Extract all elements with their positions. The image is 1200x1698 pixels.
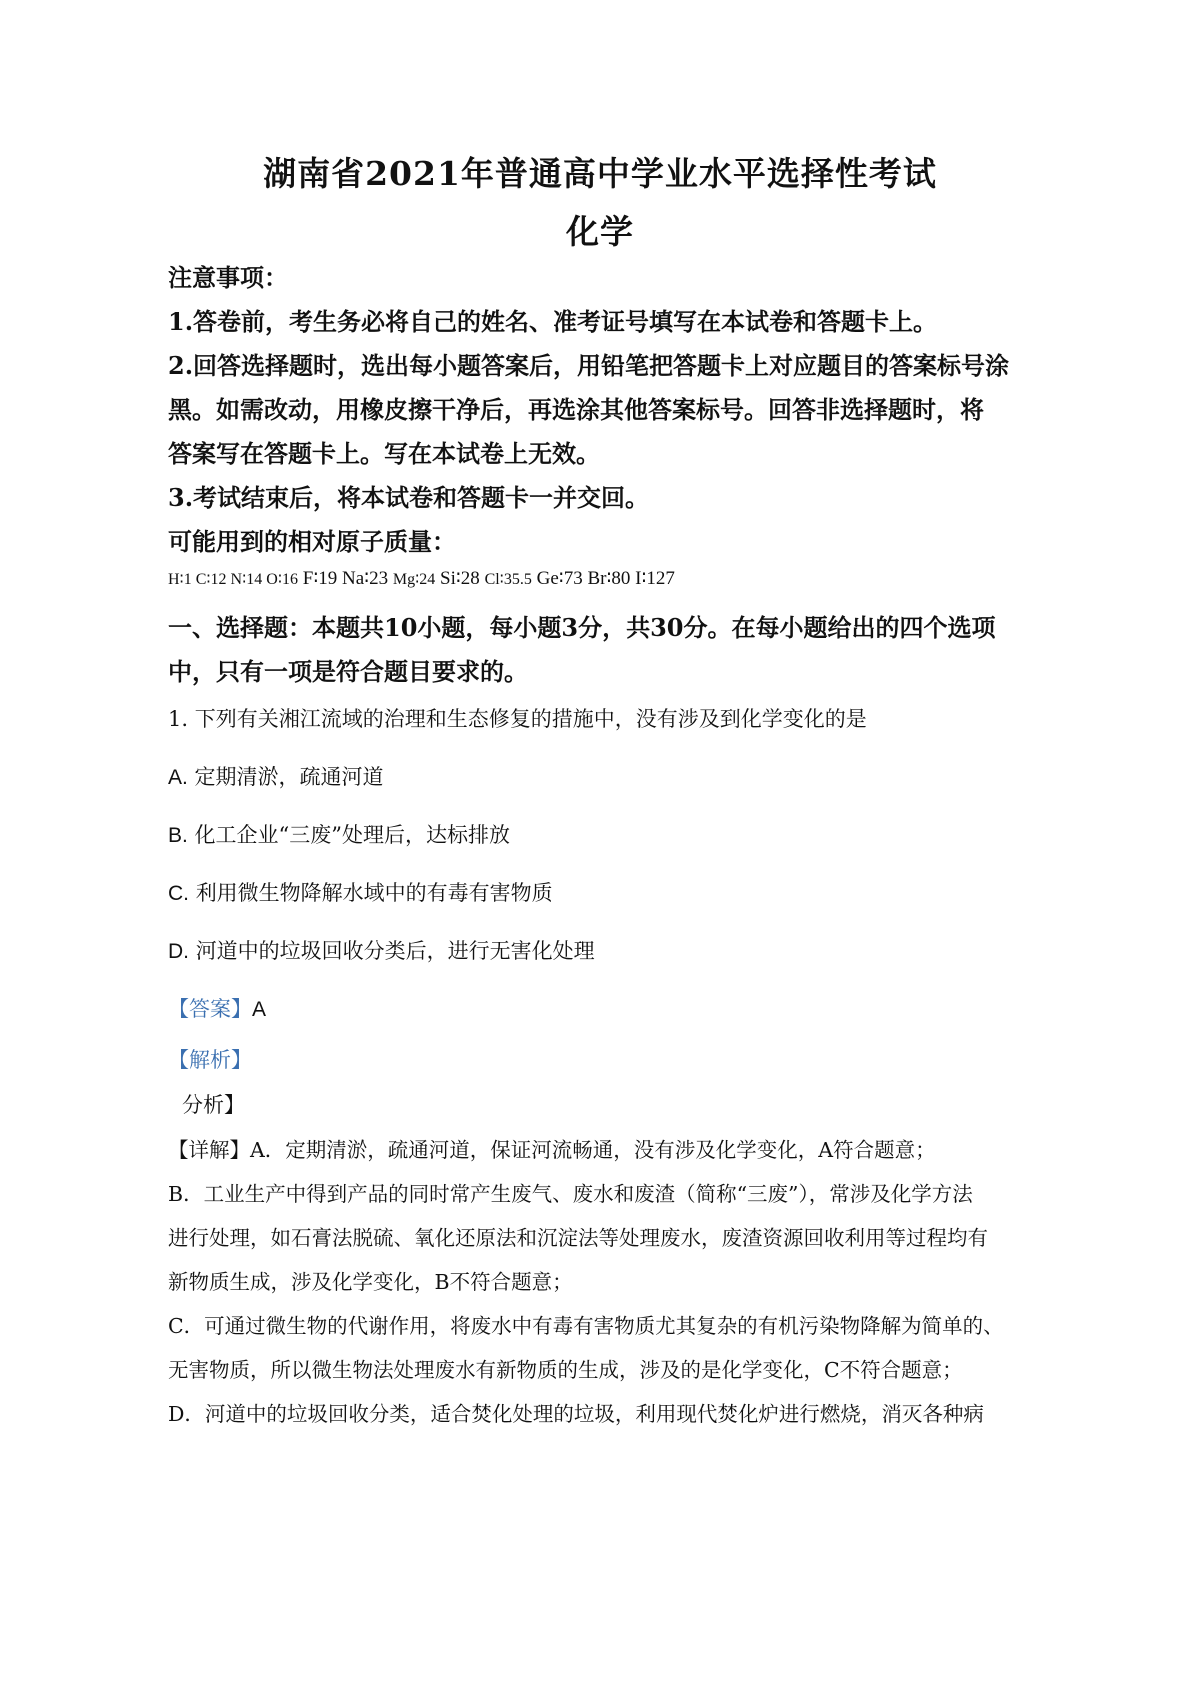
option-a-label: A. bbox=[168, 766, 188, 789]
atomic-mass-small: H∶1 C∶12 N∶14 O∶16 bbox=[168, 571, 298, 588]
question-1-option-c bbox=[168, 877, 553, 907]
option-a-text: 定期清淤，疏通河道 bbox=[194, 765, 384, 789]
atomic-mass-na: Na∶23 bbox=[342, 568, 389, 589]
option-b-text: 化工企业“三废”处理后，达标排放 bbox=[194, 823, 511, 847]
detail-line-3: 进行处理，如石膏法脱硫、氧化还原法和沉淀法等处理废水，废渣资源回收利用等过程均有 bbox=[168, 1226, 988, 1250]
detail-line-5: C．可通过微生物的代谢作用，将废水中有毒有害物质尤其复杂的有机污染物降解为简单的、 bbox=[168, 1314, 1004, 1338]
atomic-mass-list bbox=[168, 567, 675, 590]
atomic-mass-si: Si∶28 bbox=[440, 568, 480, 589]
notice-item-2-line-2: 黑。如需改动，用橡皮擦干净后，再选涂其他答案标号。回答非选择题时，将 bbox=[168, 395, 984, 424]
atomic-mass-f: F∶19 bbox=[302, 568, 338, 589]
detail-line-1: 【详解】A．定期清淤，疏通河道，保证河流畅通，没有涉及化学变化，A符合题意； bbox=[168, 1138, 936, 1162]
answer-tag: 【答案】 bbox=[168, 997, 252, 1021]
notice-item-2-line-1: 2.回答选择题时，选出每小题答案后，用铅笔把答题卡上对应题目的答案标号涂 bbox=[168, 351, 1010, 380]
question-1-stem: 1. 下列有关湘江流域的治理和生态修复的措施中，没有涉及到化学变化的是 bbox=[168, 707, 867, 731]
detail-line-4: 新物质生成，涉及化学变化，B不符合题意； bbox=[168, 1270, 573, 1294]
option-d-text: 河道中的垃圾回收分类后，进行无害化处理 bbox=[195, 939, 595, 963]
option-b-label: B. bbox=[168, 824, 188, 847]
option-c-text: 利用微生物降解水域中的有毒有害物质 bbox=[195, 881, 553, 905]
section-heading-line-2: 中，只有一项是符合题目要求的。 bbox=[168, 657, 528, 686]
detail-line-7: D．河道中的垃圾回收分类，适合焚化处理的垃圾，利用现代焚化炉进行燃烧，消灭各种病 bbox=[168, 1402, 984, 1426]
fenxi-heading: 分析】 bbox=[182, 1093, 245, 1117]
detail-line-2: B．工业生产中得到产品的同时常产生废气、废水和废渣（简称“三废”），常涉及化学方法 bbox=[168, 1182, 973, 1206]
question-1-option-b bbox=[168, 819, 510, 849]
atomic-mass-rest: Ge∶73 Br∶80 I∶127 bbox=[536, 568, 675, 589]
atomic-mass-mg: Mg∶24 bbox=[392, 571, 436, 588]
section-heading-line-1: 一、选择题：本题共10小题，每小题3分，共30分。在每小题给出的四个选项 bbox=[168, 613, 996, 642]
detail-line-6: 无害物质，所以微生物法处理废水有新物质的生成，涉及的是化学变化，C不符合题意； bbox=[168, 1358, 963, 1382]
question-1-option-d bbox=[168, 935, 595, 965]
subject-title: 化学 bbox=[566, 212, 634, 251]
analysis-tag: 【解析】 bbox=[168, 1048, 252, 1072]
answer-line bbox=[168, 993, 266, 1023]
option-d-label: D. bbox=[168, 940, 189, 963]
notice-item-1: 1.答卷前，考生务必将自己的姓名、准考证号填写在本试卷和答题卡上。 bbox=[168, 307, 938, 336]
atomic-mass-cl: Cl∶35.5 bbox=[484, 571, 532, 588]
notice-heading: 注意事项： bbox=[168, 263, 288, 292]
question-1-option-a bbox=[168, 761, 384, 791]
answer-value: A bbox=[252, 998, 267, 1021]
option-c-label: C. bbox=[168, 882, 189, 905]
exam-title: 湖南省2021年普通高中学业水平选择性考试 bbox=[263, 154, 937, 193]
notice-item-2-line-3: 答案写在答题卡上。写在本试卷上无效。 bbox=[168, 439, 600, 468]
atomic-mass-heading: 可能用到的相对原子质量： bbox=[168, 527, 456, 556]
notice-item-3: 3.考试结束后，将本试卷和答题卡一并交回。 bbox=[168, 483, 650, 512]
